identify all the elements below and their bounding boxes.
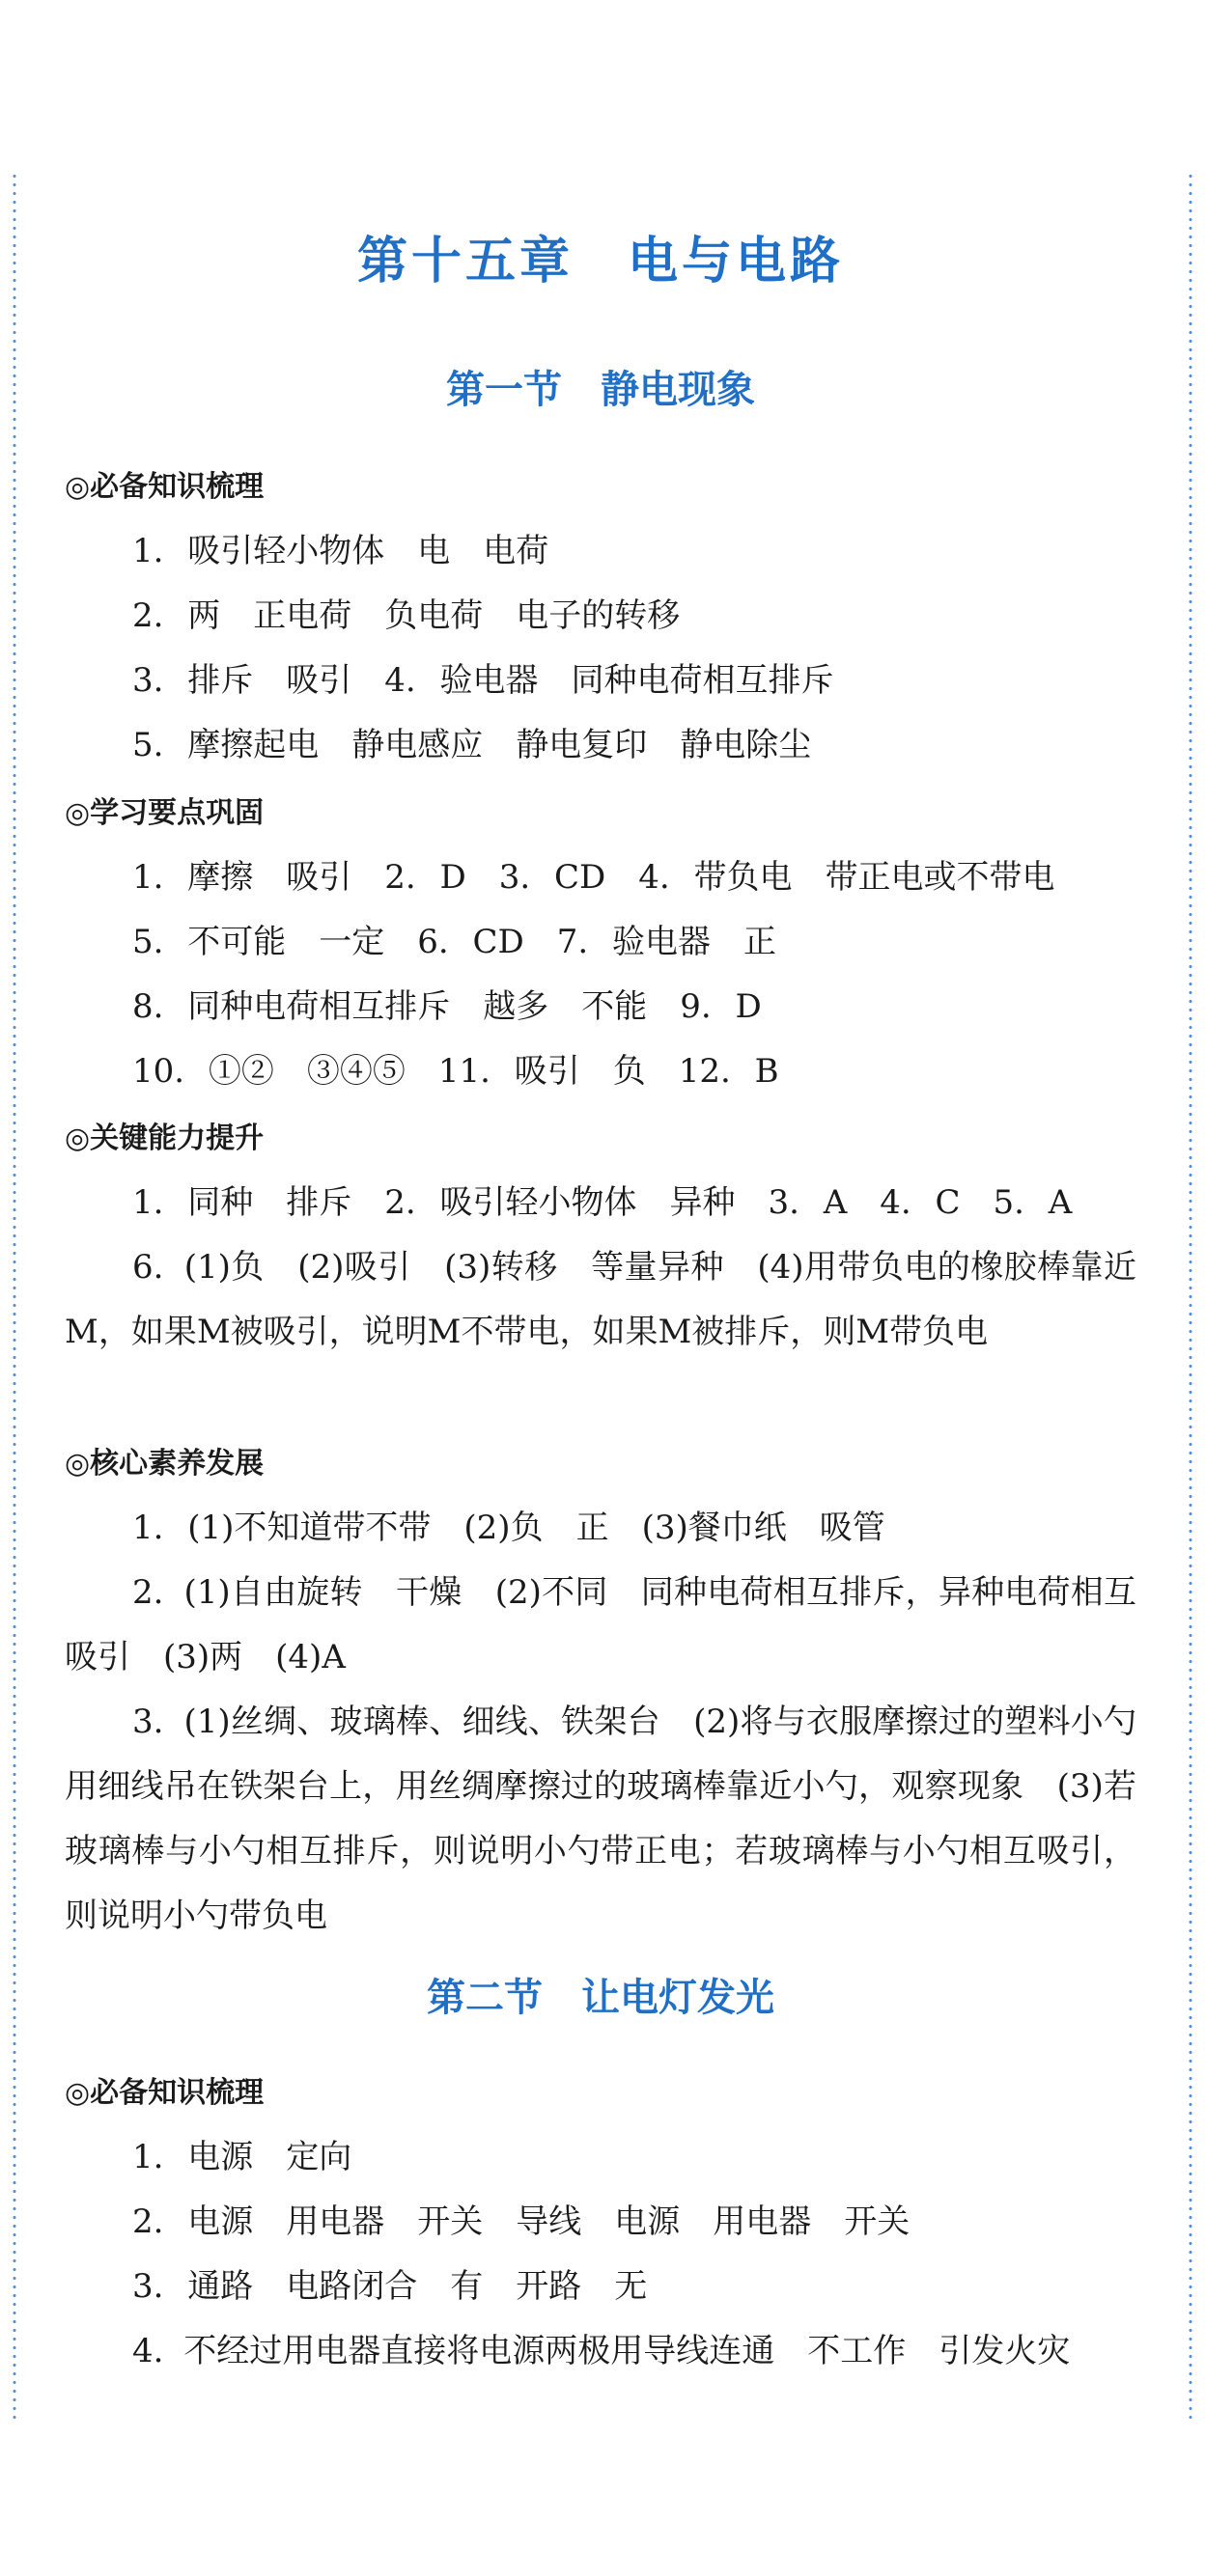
answer-line: 1. 同种 排斥 2. 吸引轻小物体 异种 3. A 4. C 5. A [132, 1183, 1073, 1222]
group-heading: ◎关键能力提升 [65, 1122, 265, 1155]
group-heading: ◎必备知识梳理 [65, 2076, 265, 2110]
answer-line: 1. 摩擦 吸引 2. D 3. CD 4. 带负电 带正电或不带电 [132, 858, 1055, 897]
group-heading: ◎学习要点巩固 [65, 796, 265, 830]
answer-line: 1. 吸引轻小物体 电 电荷 [132, 532, 549, 570]
answer-paragraph: 2. (1)自由旋转 干燥 (2)不同 同种电荷相互排斥，异种电荷相互吸引 (3)两 (4)A [65, 1573, 1136, 1676]
knowledge-summary-block [65, 2062, 1136, 2384]
answer-line: 5. 不可能 一定 6. CD 7. 验电器 正 [132, 923, 777, 961]
chapter-title: 第十五章 电与电路 [356, 233, 844, 291]
answer-paragraph: 4. 不经过用电器直接将电源两极用导线连通 不工作 引发火灾 [132, 2332, 1071, 2370]
section-title-2: 第二节 让电灯发光 [427, 1976, 774, 2020]
group-heading: ◎核心素养发展 [65, 1447, 265, 1481]
answer-line: 8. 同种电荷相互排斥 越多 不能 9. D [132, 987, 762, 1026]
answer-line: 3. 排斥 吸引 4. 验电器 同种电荷相互排斥 [132, 661, 834, 700]
section-title-1: 第一节 静电现象 [446, 368, 755, 412]
core-literacy-block [65, 1432, 1136, 1949]
key-points-block [65, 782, 1136, 1104]
answer-paragraph: 3. (1)丝绸、玻璃棒、细线、铁架台 (2)将与衣服摩擦过的塑料小勺用细线吊在铁架台上，用丝绸摩擦过的玻璃棒靠近小勺，观察现象 (3)若玻璃棒与小勺相互排斥，则说明小勺带正电；若玻璃棒与小勺相互吸引，则说明小勺带负电 [65, 1703, 1136, 1935]
answer-line: 3. 通路 电路闭合 有 开路 无 [132, 2267, 648, 2306]
left-dotted-border [12, 172, 17, 2421]
knowledge-summary-block [65, 456, 1136, 778]
answer-line: 5. 摩擦起电 静电感应 静电复印 静电除尘 [132, 726, 812, 764]
answer-line: 2. 两 正电荷 负电荷 电子的转移 [132, 596, 681, 635]
answer-line: 1. (1)不知道带不带 (2)负 正 (3)餐巾纸 吸管 [132, 1509, 885, 1547]
answer-line: 2. 电源 用电器 开关 导线 电源 用电器 开关 [132, 2202, 911, 2241]
answer-line: 1. 电源 定向 [132, 2138, 352, 2176]
key-ability-block [65, 1107, 1136, 1365]
answer-paragraph: 6. (1)负 (2)吸引 (3)转移 等量异种 (4)用带负电的橡胶棒靠近M，如果M被吸引，说明M不带电，如果M被排斥，则M带负电 [65, 1248, 1136, 1351]
group-heading: ◎必备知识梳理 [65, 470, 265, 504]
answer-line: 10. ①② ③④⑤ 11. 吸引 负 12. B [132, 1052, 779, 1091]
right-dotted-border [1188, 172, 1193, 2421]
